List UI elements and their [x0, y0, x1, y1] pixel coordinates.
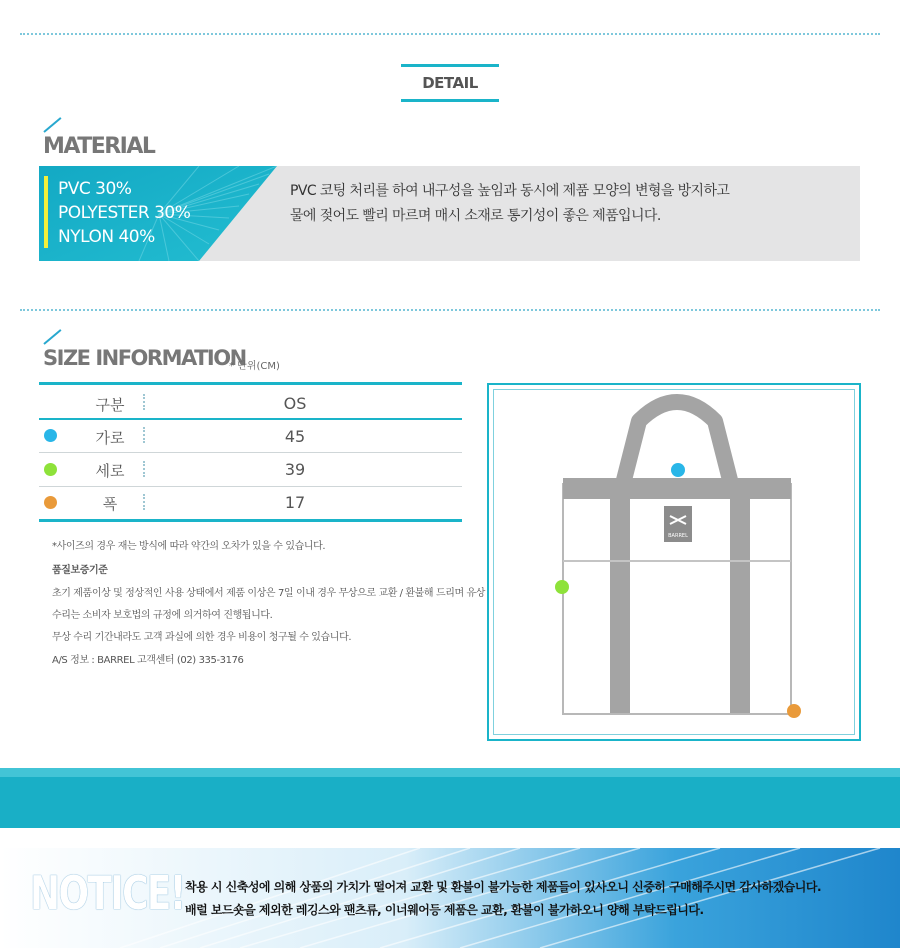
accent-band [0, 768, 900, 828]
size-unit: * 단위(CM) [229, 361, 280, 372]
size-table-row-separator [39, 452, 462, 453]
bag-width-marker [671, 463, 685, 477]
size-table-row-separator [39, 486, 462, 487]
notice-text-line-1: 착용 시 신축성에 의해 상품의 가치가 떨어져 교환 및 환불이 불가능한 제품들이 있사오니 신중히 구매해주시면 감사하겠습니다. [185, 880, 822, 894]
as-info: A/S 정보 : BARREL 고객센터 (02) 335-3176 [52, 655, 244, 666]
warranty-text: 수리는 소비자 보호법의 규정에 의거하여 진행됩니다. [52, 610, 273, 621]
material-polyester: POLYESTER 30% [58, 203, 191, 223]
size-row-value: 39 [284, 460, 306, 479]
bag-top-band [563, 478, 791, 499]
top-divider [20, 33, 880, 35]
bag-depth-marker [787, 704, 801, 718]
bag-logo-text: BARREL [668, 533, 688, 539]
material-nylon: NYLON 40% [58, 227, 155, 247]
size-row-value: 17 [284, 493, 306, 512]
size-row-label: 폭 [102, 495, 118, 513]
material-slash-decor [43, 117, 61, 133]
size-row-label: 세로 [95, 462, 125, 480]
bag-illustration [487, 383, 861, 741]
bag-height-marker [555, 580, 569, 594]
size-title: SIZE INFORMATION [43, 346, 246, 370]
bag-strap-left [610, 484, 630, 713]
material-title: MATERIAL [43, 134, 155, 159]
size-table-header-label: 구분 [95, 396, 125, 414]
depth-marker-dot [44, 496, 57, 509]
detail-heading: DETAIL [401, 64, 499, 102]
size-table-column-divider [143, 427, 145, 443]
size-table-column-divider [143, 494, 145, 510]
material-pvc: PVC 30% [58, 179, 132, 199]
material-highlight-bar [44, 176, 48, 248]
size-row-label: 가로 [95, 429, 125, 447]
warranty-text: 초기 제품이상 및 정상적인 사용 상태에서 제품 이상은 7일 이내 경우 무상으로 교환 / 환불해 드리며 유상 [52, 588, 486, 599]
material-description-line-1: PVC 코팅 처리를 하여 내구성을 높임과 동시에 제품 모양의 변형을 방지하고 [290, 183, 730, 199]
width-marker-dot [44, 429, 57, 442]
size-table-bottom-rule [39, 519, 462, 522]
notice-text-line-2: 배럴 보드숏을 제외한 레깅스와 팬츠류, 이너웨어등 제품은 교환, 환불이 불가하오니 양해 부탁드립니다. [185, 903, 704, 917]
size-note: *사이즈의 경우 재는 방식에 따라 약간의 오차가 있을 수 있습니다. [52, 541, 326, 552]
size-slash-decor [43, 329, 61, 345]
warranty-text: 무상 수리 기간내라도 고객 과실에 의한 경우 비용이 청구될 수 있습니다. [52, 632, 352, 643]
warranty-heading: 품질보증기준 [52, 565, 108, 576]
notice-title: NOTICE! [30, 866, 185, 920]
size-table-column-divider [143, 394, 145, 410]
size-table-header-value: OS [283, 394, 307, 413]
accent-band-highlight [0, 768, 900, 777]
middle-divider [20, 309, 880, 311]
size-row-value: 45 [284, 427, 306, 446]
size-table-header-rule [39, 418, 462, 420]
size-table-column-divider [143, 461, 145, 477]
material-description-line-2: 물에 젖어도 빨리 마르며 매시 소재로 통기성이 좋은 제품입니다. [290, 208, 661, 224]
size-table-top-rule [39, 382, 462, 385]
bag-strap-right [730, 484, 750, 713]
height-marker-dot [44, 463, 57, 476]
